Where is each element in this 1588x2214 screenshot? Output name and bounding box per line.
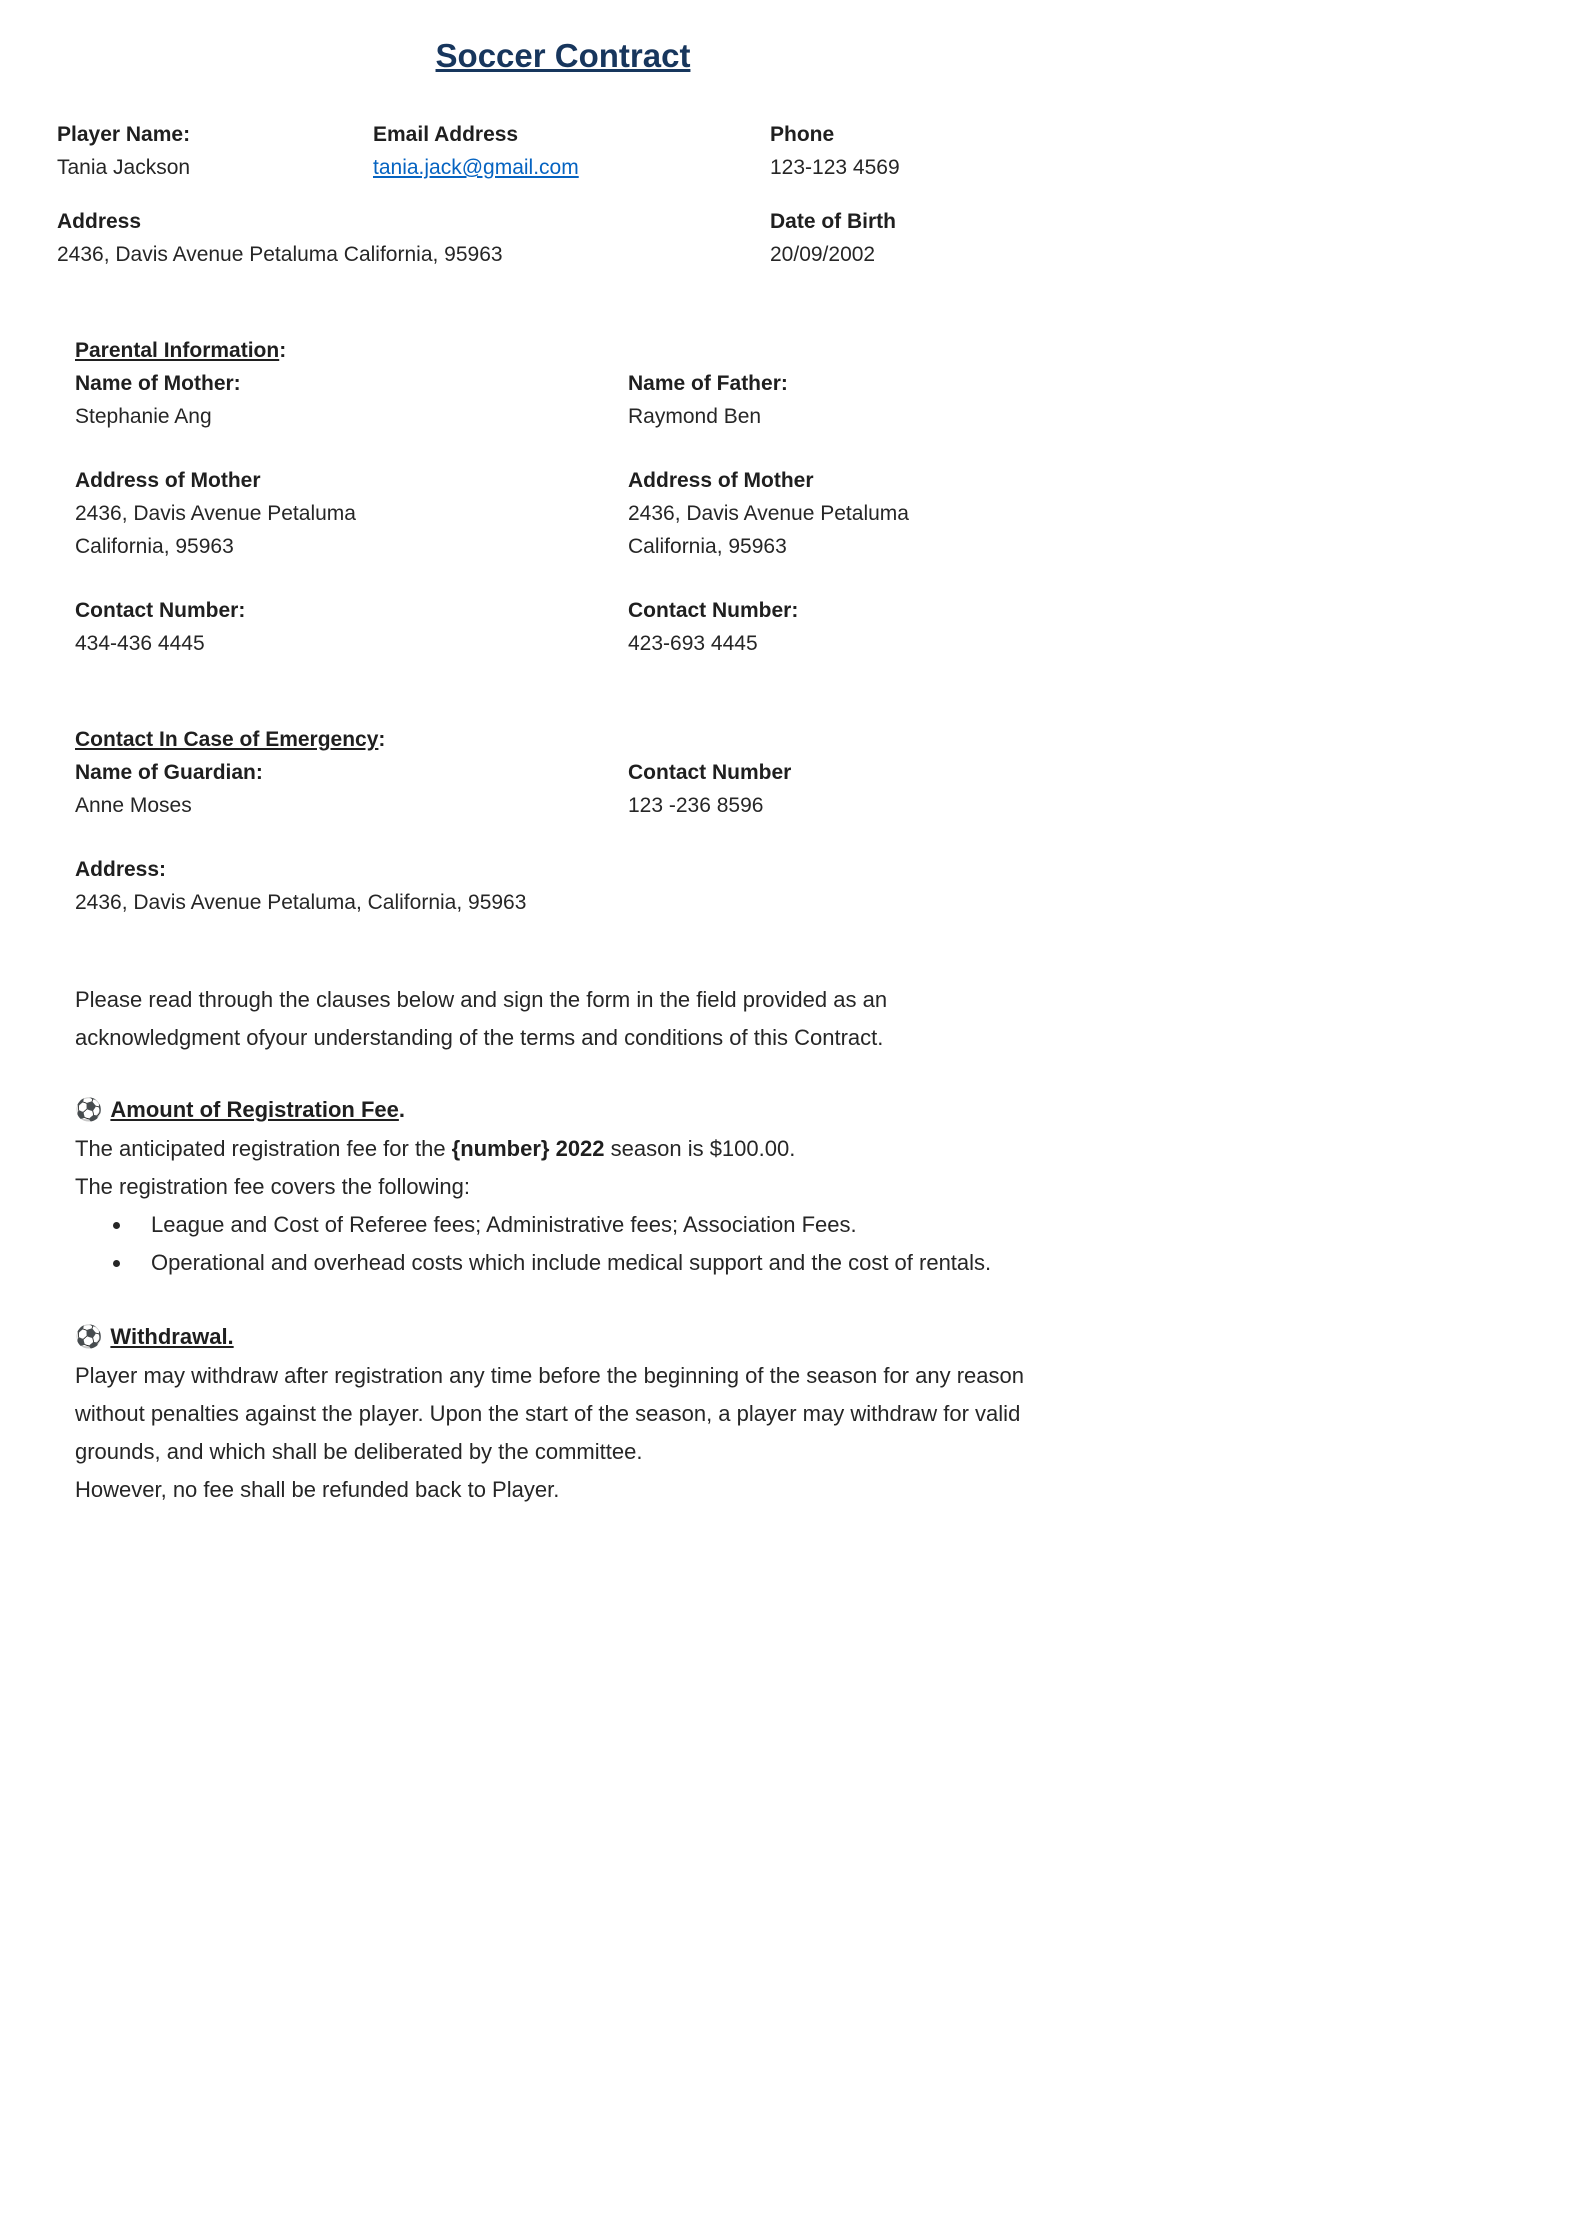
player-name-value: Tania Jackson <box>57 156 191 179</box>
emergency-address-field <box>75 853 1069 919</box>
parent-names-row <box>75 367 1069 433</box>
registration-fee-line1 <box>75 1130 1069 1168</box>
father-contact-value: 423-693 4445 <box>628 632 758 655</box>
mother-name-value: Stephanie Ang <box>75 405 212 428</box>
emergency-contact-value: 123 -236 8596 <box>628 794 764 817</box>
father-contact-field <box>628 594 1069 660</box>
player-address-field <box>57 205 770 271</box>
emergency-heading-colon: : <box>378 728 386 751</box>
registration-fee-line1-bold: {number} 2022 <box>451 1136 605 1161</box>
emergency-address-value: 2436, Davis Avenue Petaluma, California, 95963 <box>75 891 527 914</box>
parental-heading-text: Parental Information <box>75 339 280 362</box>
mother-name-label: Name of Mother: <box>75 372 241 395</box>
emergency-heading-text: Contact In Case of Emergency <box>75 728 379 751</box>
parent-addresses-row <box>75 464 1069 563</box>
father-address-line1: 2436, Davis Avenue Petaluma <box>628 502 909 525</box>
mother-contact-field <box>75 594 628 660</box>
phone-field <box>770 118 1069 184</box>
email-link[interactable]: tania.jack@gmail.com <box>373 156 579 179</box>
father-name-label: Name of Father: <box>628 372 788 395</box>
phone-value: 123-123 4569 <box>770 156 900 179</box>
soccer-ball-icon: ⚽ <box>75 1325 103 1350</box>
parental-heading-colon: : <box>279 339 287 362</box>
withdrawal-heading-text: Withdrawal. <box>110 1324 234 1349</box>
registration-fee-heading-period: . <box>398 1097 405 1122</box>
phone-label: Phone <box>770 123 835 146</box>
player-address-label: Address <box>57 210 142 233</box>
mother-address-line1: 2436, Davis Avenue Petaluma <box>75 502 356 525</box>
registration-fee-line1-post: season is $100.00. <box>604 1136 796 1161</box>
withdrawal-heading <box>75 1318 1069 1357</box>
address-dob-row <box>57 205 1069 271</box>
guardian-name-value: Anne Moses <box>75 794 192 817</box>
player-name-field <box>57 118 373 184</box>
player-name-label: Player Name: <box>57 123 191 146</box>
emergency-contact-field <box>628 756 1069 822</box>
withdrawal-section <box>75 1318 1069 1509</box>
registration-fee-line1-pre: The anticipated registration fee for the <box>75 1136 452 1161</box>
mother-address-line2: California, 95963 <box>75 535 234 558</box>
father-contact-label: Contact Number: <box>628 599 799 622</box>
guardian-name-label: Name of Guardian: <box>75 761 263 784</box>
father-address-label: Address of Mother <box>628 469 814 492</box>
mother-address-label: Address of Mother <box>75 469 261 492</box>
fee-covers-item: • Operational and overhead costs which include medical support and the cost of rentals. <box>133 1244 1011 1282</box>
parent-contacts-row <box>75 594 1069 660</box>
emergency-heading <box>75 723 1069 756</box>
player-info-row <box>57 118 1069 184</box>
document-content <box>57 34 1069 1509</box>
emergency-address-label: Address: <box>75 858 167 881</box>
dob-field <box>770 205 1069 271</box>
parental-section <box>75 334 1069 660</box>
emergency-section <box>75 723 1069 919</box>
dob-value: 20/09/2002 <box>770 243 876 266</box>
dob-label: Date of Birth <box>770 210 896 233</box>
guardian-name-field <box>75 756 628 822</box>
page-title: Soccer Contract <box>435 37 691 74</box>
fee-covers-item: • League and Cost of Referee fees; Administrative fees; Association Fees. <box>133 1206 1011 1244</box>
withdrawal-body2: However, no fee shall be refunded back to Player. <box>75 1477 560 1502</box>
registration-fee-heading-text: Amount of Registration Fee <box>110 1097 399 1122</box>
withdrawal-body: Player may withdraw after registration any time before the beginning of the season for any reason without penalties against the player. Upon the start of the season, a player may withdraw for valid grounds, and which shall be deliberated by the committee. <box>75 1363 1024 1464</box>
father-address-field <box>628 464 1069 563</box>
mother-name-field <box>75 367 628 433</box>
mother-contact-label: Contact Number: <box>75 599 246 622</box>
email-field <box>373 118 770 184</box>
registration-fee-heading <box>75 1091 1069 1130</box>
father-address-line2: California, 95963 <box>628 535 787 558</box>
player-address-value: 2436, Davis Avenue Petaluma California, 95963 <box>57 243 503 266</box>
registration-fee-section <box>75 1091 1069 1282</box>
father-name-value: Raymond Ben <box>628 405 762 428</box>
email-label: Email Address <box>373 123 519 146</box>
mother-contact-value: 434-436 4445 <box>75 632 205 655</box>
guardian-row <box>75 756 1069 822</box>
soccer-ball-icon: ⚽ <box>75 1098 103 1123</box>
parental-heading <box>75 334 1069 367</box>
fee-covers-list <box>75 1206 1069 1282</box>
mother-address-field <box>75 464 628 563</box>
father-name-field <box>628 367 1069 433</box>
emergency-contact-label: Contact Number <box>628 761 792 784</box>
intro-paragraph: Please read through the clauses below and sign the form in the field provided as an acknowledgment ofyour understanding of the terms and conditions of this Contract. <box>75 987 888 1050</box>
registration-fee-line2: The registration fee covers the following: <box>75 1174 470 1199</box>
